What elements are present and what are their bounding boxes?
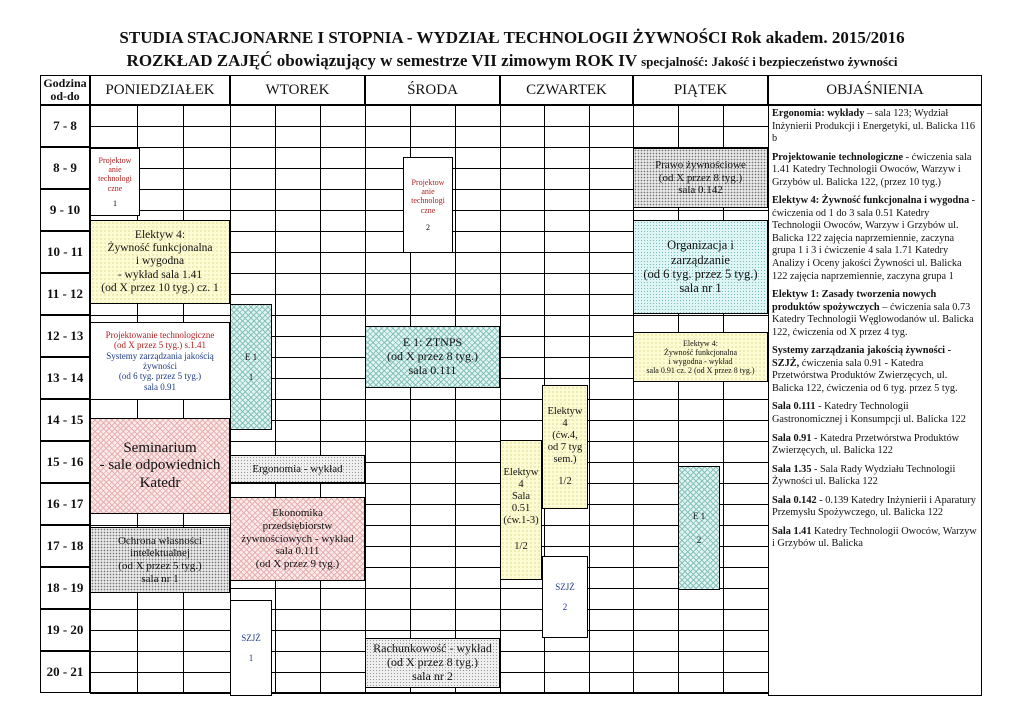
block-text: Elektyw 4: xyxy=(134,228,186,241)
hour-cell: 18 - 19 xyxy=(40,567,90,609)
thursday-elektyw4-b xyxy=(542,385,588,509)
note-text: - ćwiczenia sala 1.41 Katedry Technologii Owoców, Warzyw i Grzybów ul. Balicka 122, (przez 10 tyg.) xyxy=(772,151,972,188)
block-text: (ćw.1-3) xyxy=(503,515,539,527)
block-text: (od X przez 8 tyg.) xyxy=(387,349,478,364)
block-text: 1 xyxy=(248,372,254,382)
block-text: czne xyxy=(107,183,123,193)
hour-cell: 7 - 8 xyxy=(40,105,90,147)
header-title-line1: STUDIA STACJONARNE I STOPNIA - WYDZIAŁ TECHNOLOGII ŻYWNOŚCI Rok akadem. 2015/2016 xyxy=(119,28,905,47)
block-text: sala 0.91 xyxy=(144,381,176,392)
monday-elektyw4-lecture xyxy=(90,220,230,304)
hour-cell: 11 - 12 xyxy=(40,273,90,315)
block-text: Żywność funkcjonalna xyxy=(663,347,738,357)
note-entry xyxy=(772,526,978,551)
block-text: 2 xyxy=(696,535,702,545)
note-text: – sala 123; Wydział Inżynierii Produkcji i Energetyki, ul. Balicka 116 b xyxy=(772,108,976,145)
column-header-hour: Godzina od-do xyxy=(40,75,90,105)
block-text: intelektualnej xyxy=(130,547,190,560)
block-text: 1/2 xyxy=(558,476,572,488)
hour-cell: 8 - 9 xyxy=(40,147,90,189)
grid-col-line xyxy=(320,105,321,693)
block-text: SZJŻ xyxy=(555,581,575,592)
tuesday-ekonomika xyxy=(230,497,365,581)
friday-e1 xyxy=(678,466,720,590)
block-text: (ćw.4, xyxy=(552,429,578,441)
monday-seminarium xyxy=(90,418,230,514)
note-entry xyxy=(772,108,978,146)
block-text: sala 0.142 xyxy=(678,184,723,197)
block-text: 1 xyxy=(248,653,254,663)
grid-col-line xyxy=(455,105,456,693)
block-text: Ergonomia - wykład xyxy=(252,462,343,475)
tuesday-ergonomia xyxy=(230,455,365,483)
block-text: technologi xyxy=(98,174,132,184)
note-title: Sala 1.41 xyxy=(772,525,812,537)
hour-cell: 14 - 15 xyxy=(40,399,90,441)
grid-row-line xyxy=(90,630,768,631)
block-text: sala nr 1 xyxy=(141,572,179,585)
grid-row-line xyxy=(90,126,768,127)
grid-col-line xyxy=(589,105,590,693)
hour-cell: 10 - 11 xyxy=(40,231,90,273)
notes-panel xyxy=(768,105,982,696)
block-text: E 1 xyxy=(244,351,258,362)
grid-row-line xyxy=(90,525,768,526)
block-text: Systemy zarządzania jakością xyxy=(106,350,214,361)
thursday-szjz xyxy=(542,556,588,638)
block-text: 1 xyxy=(113,198,117,208)
hour-cell: 17 - 18 xyxy=(40,525,90,567)
column-header-monday: PONIEDZIAŁEK xyxy=(90,75,230,105)
block-text: 4 xyxy=(562,417,568,429)
hour-cell: 12 - 13 xyxy=(40,315,90,357)
block-text: Żywność funkcjonalna xyxy=(107,242,213,255)
note-title: Systemy zarządzania jakością żywności - SZJŻ, xyxy=(772,345,952,369)
block-text: Elektyw xyxy=(503,466,539,478)
note-text: - ćwiczenia od 1 do 3 sala 0.51 Katedry Technologii Owoców, Warzyw i Grzybów ul. Balicka 122 zajęcia naprzemiennie, zaczyna grupa 1 i 3 i ćwiczenie 4 sala 1.71 Katedry Analizy i Oceny jakości Żywności ul. Balicka 122 zajęcia naprzemiennie, zaczyna grupa 1 xyxy=(772,195,976,282)
note-entry xyxy=(772,433,978,458)
grid-row-line xyxy=(90,609,768,610)
block-text: Organizacja i xyxy=(667,238,734,253)
grid-row-line xyxy=(90,105,768,106)
thursday-elektyw4-a xyxy=(500,440,542,580)
block-text: Katedr xyxy=(139,474,181,491)
block-text: SZJŻ xyxy=(241,632,261,643)
block-text: (od X przez 10 tyg.) cz. 1 xyxy=(101,281,219,294)
note-title: Sala 0.91 xyxy=(772,432,812,444)
block-text: (od X przez 5 tyg.) s.1.41 xyxy=(114,340,206,351)
wednesday-e1-ztnps xyxy=(365,326,500,388)
block-text: 0.51 xyxy=(511,503,531,514)
note-entry xyxy=(772,345,978,395)
block-text: (od 6 tyg. przez 5 tyg.) xyxy=(643,267,758,281)
column-header-tuesday: WTOREK xyxy=(230,75,365,105)
note-text: - Katedra Przetwórstwa Produktów Zwierzęcych, ul. Balicka 122 xyxy=(772,432,960,457)
note-entry xyxy=(772,464,978,489)
note-text: - 0.139 Katedry Inżynierii i Aparatury Przemysłu Spożywczego, ul. Balicka 122 xyxy=(772,494,976,519)
note-entry xyxy=(772,401,978,426)
column-header-friday: PIĄTEK xyxy=(633,75,768,105)
block-text: (od X przez 8 tyg.) xyxy=(658,171,743,184)
block-text: 2 xyxy=(562,602,568,612)
block-text: czne xyxy=(420,205,436,215)
wednesday-rachunkowosc xyxy=(365,638,500,688)
block-text: - wykład sala 1.41 xyxy=(117,268,203,281)
grid-col-line xyxy=(275,105,276,693)
block-text: Prawo żywnościowe xyxy=(655,159,746,172)
monday-projektowanie-szjz xyxy=(90,322,230,400)
block-text: zarządzanie xyxy=(671,252,730,267)
note-text: Katedry Technologii Owoców, Warzyw i Grzybów ul. Balicka xyxy=(772,525,977,550)
header-title-main: ROZKŁAD ZAJĘĆ obowiązujący w semestrze VII zimowym ROK IV xyxy=(126,51,637,70)
block-text: sala nr 1 xyxy=(679,281,722,296)
column-header-notes: OBJAŚNIENIA xyxy=(768,75,982,105)
note-title: Sala 0.111 xyxy=(772,401,816,413)
block-text: (od X przez 8 tyg.) xyxy=(387,655,478,670)
note-title: Sala 1.35 xyxy=(772,463,812,475)
note-text: - Katedry Technologii Gastronomicznej i Konsumpcji ul. Balicka 122 xyxy=(772,401,966,426)
block-text: Projektowanie technologiczne xyxy=(105,329,215,340)
block-text: Seminarium xyxy=(123,440,197,457)
block-text: Rachunkowość - wykład xyxy=(373,641,492,656)
grid-row-line xyxy=(90,315,768,316)
tuesday-e1 xyxy=(230,304,272,430)
hour-cell: 20 - 21 xyxy=(40,651,90,693)
block-text: Elektyw 4: xyxy=(683,338,718,348)
friday-organizacja xyxy=(633,220,768,314)
note-text: – ćwiczenia sala 0.73 Katedry Technologii Węglowodanów ul. Balicka 122, ćwiczenia od X przez 4 tyg. xyxy=(772,301,974,338)
block-text: Projektow xyxy=(98,156,132,166)
block-text: (od 6 tyg. przez 5 tyg.) xyxy=(118,371,202,382)
block-text: sala 0.91 cz. 2 (od X przez 8 tyg.) xyxy=(646,366,755,376)
block-text: (od X przez 9 tyg.) xyxy=(255,557,340,570)
block-text: Ochrona własności xyxy=(117,534,202,547)
grid-col-line xyxy=(365,105,366,693)
block-text: Ekonomika xyxy=(272,507,323,520)
tuesday-szjz xyxy=(230,600,272,696)
block-text: przedsiębiorstw xyxy=(262,520,333,533)
note-title: Sala 0.142 xyxy=(772,494,817,506)
note-text: ćwiczenia sala 0.91 - Katedra Przetwórstwa Produktów Zwierzęcych, ul. Balicka 122, ćwiczenia od 6 tyg. przez 5 tyg. xyxy=(772,357,958,394)
header-specialization: specjalność: Jakość i bezpieczeństwo żywności xyxy=(641,54,898,69)
hour-cell: 16 - 17 xyxy=(40,483,90,525)
note-title: Projektowanie technologiczne xyxy=(772,151,904,163)
note-title: Elektyw 1: Zasady tworzenia nowych produktów spożywczych xyxy=(772,289,937,313)
hour-cell: 13 - 14 xyxy=(40,357,90,399)
friday-elektyw4-lecture xyxy=(633,332,768,382)
block-text: - sale odpowiednich xyxy=(99,457,221,474)
block-text: sem.) xyxy=(553,454,577,466)
block-text: sala 0.111 xyxy=(275,545,320,558)
block-text: żywnościowych - wykład xyxy=(241,532,354,545)
block-text: Sala xyxy=(511,490,531,502)
hour-cell: 9 - 10 xyxy=(40,189,90,231)
hour-cell: 15 - 16 xyxy=(40,441,90,483)
wednesday-projektowanie-2 xyxy=(403,157,453,253)
grid-row-line xyxy=(90,693,768,694)
note-text: - Sala Rady Wydziału Technologii Żywności ul. Balicka 122 xyxy=(772,463,956,488)
column-header-wednesday: ŚRODA xyxy=(365,75,500,105)
block-text: E 1 xyxy=(692,510,706,521)
block-text: i wygodna - wykład xyxy=(668,357,733,366)
block-text: 2 xyxy=(426,222,430,232)
block-text: 4 xyxy=(518,478,524,490)
column-header-thursday: CZWARTEK xyxy=(500,75,633,105)
block-text: anie xyxy=(421,187,435,197)
note-title: Ergonomia: wykłady xyxy=(772,108,865,119)
hour-cell: 19 - 20 xyxy=(40,609,90,651)
monday-projektowanie-1 xyxy=(90,148,140,216)
block-text: E 1: ZTNPS xyxy=(402,335,463,350)
note-entry xyxy=(772,152,978,190)
block-text: (od X przez 5 tyg.) xyxy=(118,560,202,572)
block-text: 1/2 xyxy=(514,541,528,553)
note-title: Elektyw 4: Żywność funkcjonalna i wygodna xyxy=(772,195,970,207)
grid-col-line xyxy=(500,105,501,693)
block-text: i wygodna xyxy=(135,255,185,268)
block-text: Projektow xyxy=(411,178,445,188)
block-text: anie xyxy=(108,165,122,175)
block-text: żywności xyxy=(143,361,177,371)
note-entry xyxy=(772,289,978,339)
header-title-line2 xyxy=(0,51,1024,71)
block-text: sala 0.111 xyxy=(408,362,457,377)
block-text: sala nr 2 xyxy=(412,668,453,683)
note-entry xyxy=(772,495,978,520)
note-entry xyxy=(772,195,978,283)
block-text: Elektyw xyxy=(547,405,583,417)
monday-ochrona-wlasnosci xyxy=(90,527,230,593)
block-text: technologi xyxy=(411,196,445,206)
friday-prawo-zywnosciowe xyxy=(633,148,768,208)
block-text: od 7 tyg xyxy=(547,442,583,453)
